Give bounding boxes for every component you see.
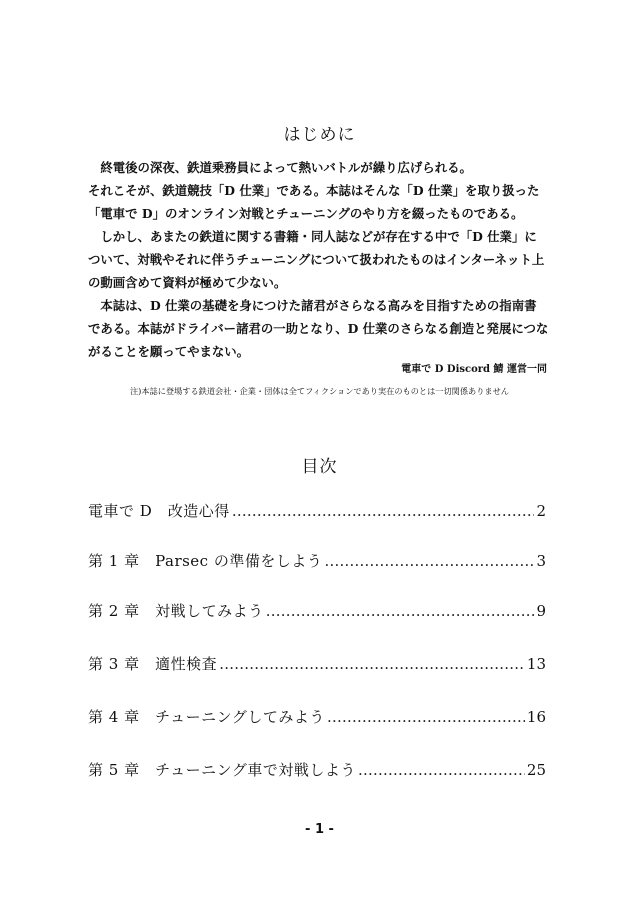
intro-line: 本誌は、D 仕業の基礎を身につけた諸君がさらなる高みを目指すための指南書 [88, 298, 537, 313]
toc-entry-label: 第 2 章 対戦してみよう [88, 602, 264, 620]
toc-entry[interactable] [88, 500, 546, 524]
toc-entry-page: 2 [536, 502, 546, 520]
toc-leader-dots [219, 655, 525, 673]
toc-leader-dots [358, 761, 525, 779]
toc-entry[interactable] [88, 550, 546, 574]
toc-entry[interactable] [88, 600, 546, 624]
intro-line: それこそが、鉄道競技「D 仕業」である。本誌はそんな「D 仕業」を取り扱った [88, 183, 540, 198]
toc-leader-dots [324, 552, 534, 570]
intro-signature: 電車で D Discord 鯖 運営一同 [401, 364, 547, 375]
toc-entry-page: 16 [526, 708, 546, 726]
toc-entry-label: 電車で D 改造心得 [88, 502, 230, 520]
toc-entry-label: 第 3 章 適性検査 [88, 655, 218, 673]
toc-entry[interactable] [88, 653, 546, 677]
toc-heading: 目次 [301, 457, 338, 477]
toc-entry[interactable] [88, 759, 546, 783]
intro-line: の動画含めて資料が極めて少ない。 [88, 275, 287, 290]
toc-entry-page: 25 [526, 761, 546, 779]
intro-heading: はじめに [283, 125, 356, 145]
intro-line: である。本誌がドライバー諸君の一助となり、D 仕業のさらなる創造と発展につな [88, 321, 549, 336]
toc-entry-label: 第 1 章 Parsec の準備をしよう [88, 552, 323, 570]
toc-entry[interactable] [88, 706, 546, 730]
intro-line: しかし、あまたの鉄道に関する書籍・同人誌などが存在する中で「D 仕業」に [88, 229, 537, 244]
toc-leader-dots [232, 502, 535, 520]
intro-line: 終電後の深夜、鉄道乗務員によって熱いバトルが繰り広げられる。 [88, 160, 472, 175]
page-number: - 1 - [305, 822, 334, 837]
toc-leader-dots [327, 708, 525, 726]
intro-line: 「電車で D」のオンライン対戦とチューニングのやり方を綴ったものである。 [88, 206, 524, 221]
intro-body [88, 156, 552, 363]
toc-entry-label: 第 5 章 チューニング車で対戦しよう [88, 761, 356, 779]
toc-entry-page: 3 [536, 552, 546, 570]
fiction-notice: 注)本誌に登場する鉄道会社・企業・団体は全てフィクションであり実在のものとは一切関係ありません [129, 386, 509, 396]
toc-leader-dots [266, 602, 535, 620]
intro-line: ついて、対戦やそれに伴うチューニングについて扱われたものはインターネット上 [88, 252, 545, 267]
intro-line: がることを願ってやまない。 [88, 344, 250, 359]
toc-entry-page: 9 [536, 602, 546, 620]
toc-entry-label: 第 4 章 チューニングしてみよう [88, 708, 325, 726]
toc-entry-page: 13 [526, 655, 546, 673]
